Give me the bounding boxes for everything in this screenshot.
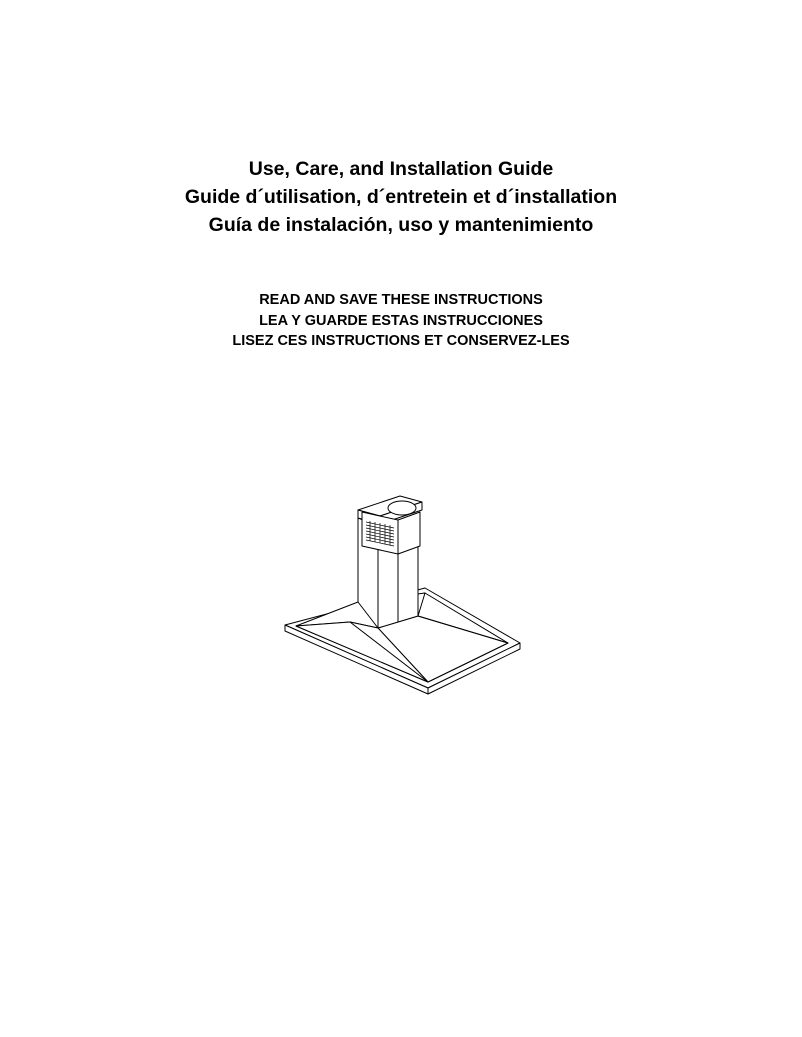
title-block: [0, 155, 802, 239]
instruction-french: LISEZ CES INSTRUCTIONS ET CONSERVEZ-LES: [232, 333, 570, 349]
title-french: Guide d´utilisation, d´entretein et d´installation: [184, 186, 618, 208]
instruction-english: READ AND SAVE THESE INSTRUCTIONS: [259, 292, 543, 308]
title-english: Use, Care, and Installation Guide: [248, 158, 554, 180]
title-spanish: Guía de instalación, uso y mantenimiento: [208, 214, 594, 236]
instructions-block: [0, 290, 802, 352]
range-hood-illustration: [280, 488, 525, 698]
instruction-spanish: LEA Y GUARDE ESTAS INSTRUCCIONES: [259, 312, 543, 329]
duct-collar: [388, 501, 416, 515]
